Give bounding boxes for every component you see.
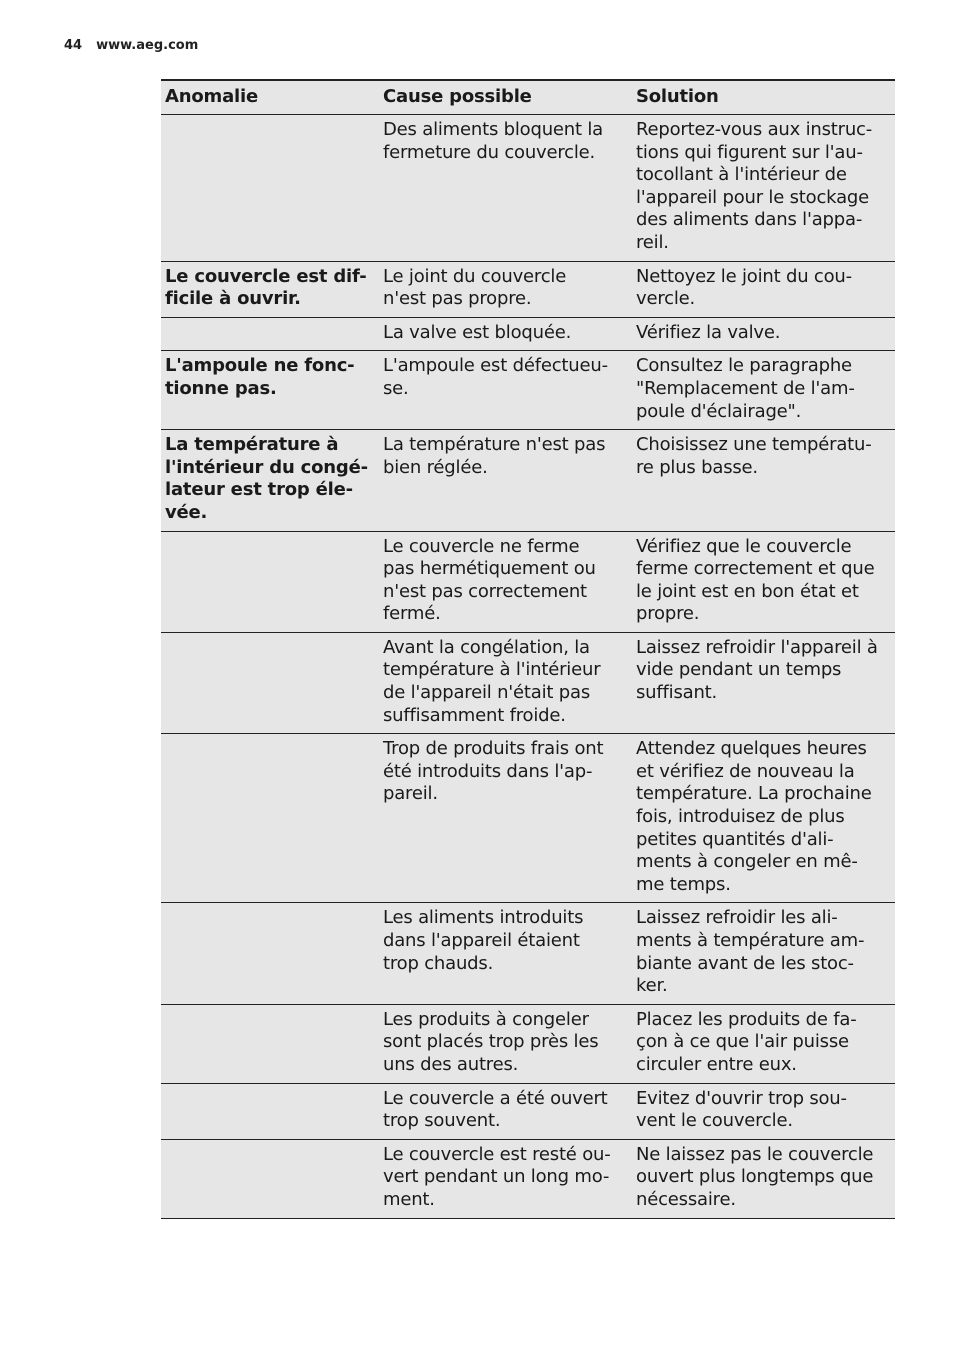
anomaly-cell: L'ampoule ne fonc- tionne pas. [165,355,355,399]
cause-cell: Les aliments introduits dans l'appareil étaient trop chauds. [383,907,584,974]
anomaly-cell [161,633,379,733]
solution-cell: Vérifiez la valve. [636,321,781,343]
table-row [161,903,895,1004]
cause-cell: Les produits à congeler sont placés trop près les uns des autres. [383,1008,599,1075]
table-row [161,1140,895,1219]
website-url: www.aeg.com [96,38,199,53]
solution-cell: Vérifiez que le couvercle ferme correctement et que le joint est en bon état et propre. [636,535,875,625]
anomaly-cell [161,1005,379,1083]
solution-cell: Reportez-vous aux instruc- tions qui figurent sur l'au- tocollant à l'intérieur de l'appareil pour le stockage des aliments dans l'appa- reil. [636,119,873,253]
page-header [64,38,198,53]
solution-cell: Choisissez une températu- re plus basse. [636,434,872,478]
cause-cell: Des aliments bloquent la fermeture du couvercle. [383,119,604,163]
column-header-cause: Cause possible [383,86,532,108]
page-number: 44 [64,38,83,53]
table-row [161,1005,895,1084]
anomaly-cell: La température à l'intérieur du congé- lateur est trop éle- vée. [165,434,368,523]
cause-cell: Le couvercle a été ouvert trop souvent. [383,1087,608,1132]
table-row [161,318,895,352]
table-row [161,734,895,903]
cause-cell: Le joint du couvercle n'est pas propre. [383,265,567,310]
cause-cell: Le couvercle est resté ou- vert pendant un long mo- ment. [383,1143,611,1210]
anomaly-cell [161,318,379,351]
solution-cell: Laissez refroidir l'appareil à vide pendant un temps suffisant. [636,636,878,704]
solution-cell: Laissez refroidir les ali- ments à température am- biante avant de les stoc- ker. [636,907,865,997]
solution-cell: Consultez le paragraphe "Remplacement de l'am- poule d'éclairage". [636,355,855,422]
anomaly-cell [161,903,379,1003]
solution-cell: Ne laissez pas le couvercle ouvert plus longtemps que nécessaire. [636,1143,874,1210]
table-row [161,115,895,262]
table-header-row [161,81,895,115]
cause-cell: Avant la congélation, la température à l'intérieur de l'appareil n'était pas suffisamment froide. [383,636,601,726]
column-header-anomaly: Anomalie [165,86,258,108]
table-row [161,430,895,531]
table-row [161,633,895,734]
solution-cell: Attendez quelques heures et vérifiez de nouveau la température. La prochaine fois, introduisez de plus petites quantités d'ali- ments à congeler en mê- me temps. [636,738,872,895]
anomaly-cell [161,532,379,632]
table-body [161,115,895,1219]
solution-cell: Nettoyez le joint du cou- vercle. [636,265,852,310]
table-row [161,351,895,430]
anomaly-cell [161,734,379,902]
table-row [161,532,895,633]
solution-cell: Evitez d'ouvrir trop sou- vent le couvercle. [636,1087,847,1132]
anomaly-cell: Le couvercle est dif- ficile à ouvrir. [165,265,367,310]
anomaly-cell [161,1084,379,1139]
cause-cell: Trop de produits frais ont été introduits dans l'ap- pareil. [383,738,604,805]
anomaly-cell [161,115,379,261]
solution-cell: Placez les produits de fa- çon à ce que l'air puisse circuler entre eux. [636,1008,857,1075]
cause-cell: Le couvercle ne ferme pas hermétiquement ou n'est pas correctement fermé. [383,535,596,625]
cause-cell: La température n'est pas bien réglée. [383,434,606,478]
troubleshooting-table [161,79,895,1219]
column-header-solution: Solution [636,86,719,108]
table-row [161,1084,895,1140]
cause-cell: L'ampoule est défectueu- se. [383,355,608,399]
table-row [161,262,895,318]
cause-cell: La valve est bloquée. [383,321,572,343]
anomaly-cell [161,1140,379,1218]
